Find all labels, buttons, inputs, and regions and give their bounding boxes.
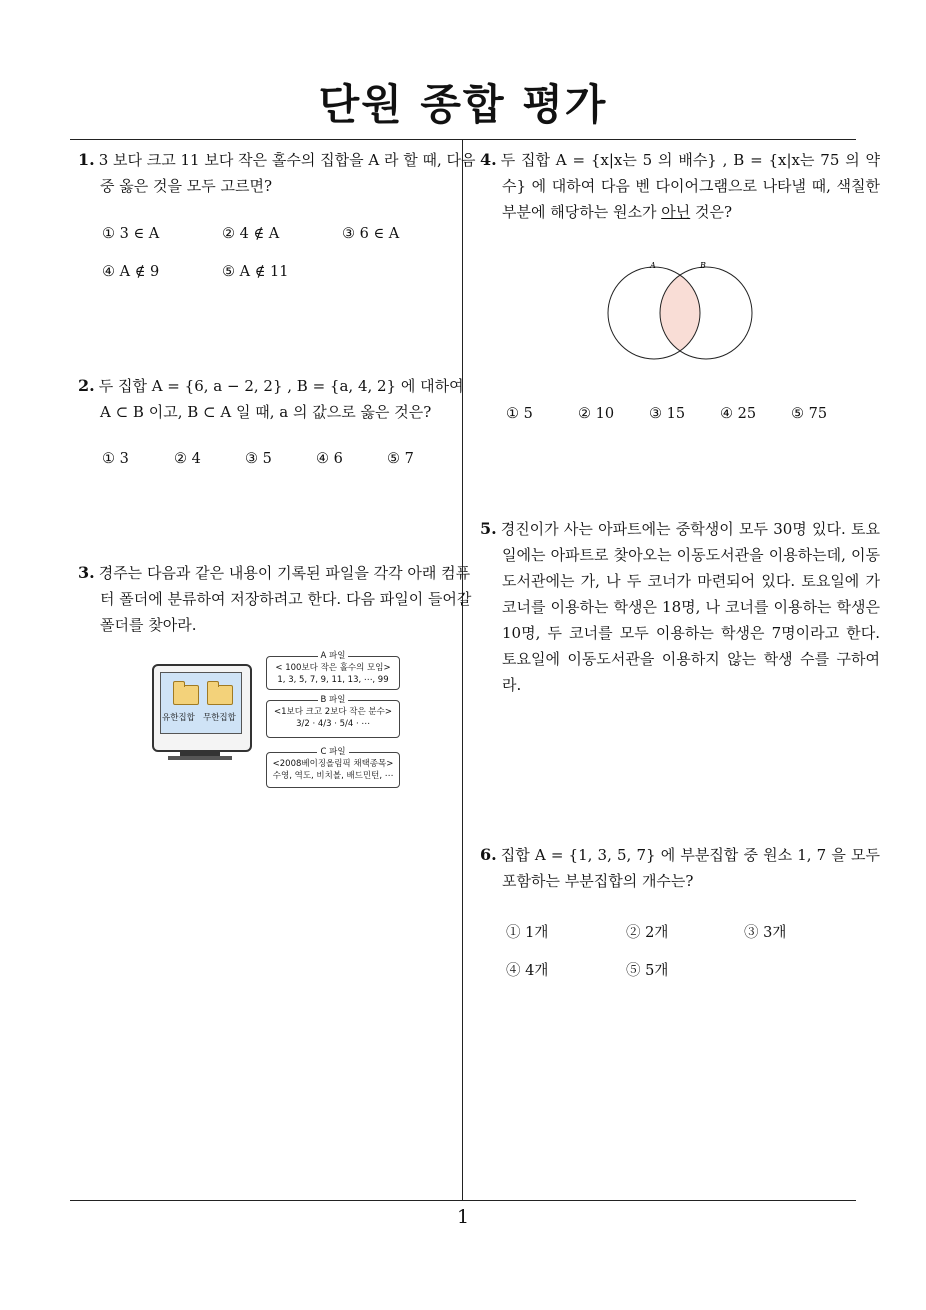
monitor-icon <box>152 664 252 752</box>
question-text: 경주는 다음과 같은 내용이 기록된 파일을 각각 아래 컴퓨터 폴더에 분류하여 저장하려고 한다. 다음 파일이 들어갈 폴더를 찾아라. <box>98 564 472 634</box>
file-line: 수영, 역도, 비치볼, 배드민턴, ⋯ <box>272 771 394 781</box>
option-1[interactable]: ① 3 ∈ A <box>102 226 160 242</box>
question-number: 4. <box>480 150 497 169</box>
header-rule <box>70 139 856 140</box>
file-line: <1보다 크고 2보다 작은 분수> <box>274 707 392 717</box>
file-card-a <box>266 651 400 690</box>
question-number: 6. <box>480 845 497 864</box>
folder-icon <box>207 685 233 705</box>
option-3[interactable]: ③ 5 <box>245 451 272 467</box>
file-line: < 100보다 작은 홀수의 모임> <box>275 663 391 673</box>
option-2[interactable]: ② 4 ∉ A <box>222 226 280 242</box>
file-line: 1, 3, 5, 7, 9, 11, 13, ⋯, 99 <box>277 675 389 685</box>
option-3[interactable]: ③ 15 <box>649 406 686 422</box>
question-number: 3. <box>78 563 95 582</box>
option-2[interactable]: ② 10 <box>578 406 615 422</box>
folder-icon <box>173 685 199 705</box>
option-5[interactable]: ⑤ 75 <box>791 406 828 422</box>
question-number: 5. <box>480 519 497 538</box>
file-name: B 파일 <box>318 695 349 705</box>
file-line: 3/2 · 4/3 · 5/4 · ⋯ <box>296 719 370 729</box>
question-1 <box>78 147 478 199</box>
file-name: A 파일 <box>318 651 349 661</box>
option-4[interactable]: ④ 4개 <box>506 963 549 979</box>
option-2[interactable]: ② 2개 <box>626 925 669 941</box>
file-name: C 파일 <box>317 747 348 757</box>
venn-label-b: B <box>700 261 706 270</box>
file-line: <2008베이징올림픽 채택종목> <box>272 759 394 769</box>
option-4[interactable]: ④ 6 <box>316 451 343 467</box>
question-2 <box>78 373 478 425</box>
option-1[interactable]: ① 5 <box>506 406 533 422</box>
file-card-c <box>266 747 400 788</box>
option-5[interactable]: ⑤ 5개 <box>626 963 669 979</box>
footer-rule <box>70 1200 856 1201</box>
question-4 <box>480 147 880 225</box>
page-number: 1 <box>456 1206 470 1228</box>
computer-folder-figure <box>150 650 410 790</box>
monitor-base <box>168 756 232 760</box>
question-text: 집합 A = {1, 3, 5, 7} 에 부분집합 중 원소 1, 7 을 모두 포함하는 부분집합의 개수는? <box>500 846 880 890</box>
venn-label-a: A <box>650 261 656 270</box>
question-text: 두 집합 A = {x|x는 5 의 배수} , B = {x|x는 75 의 약수} 에 대하여 다음 벤 다이어그램으로 나타낼 때, 색칠한 부분에 해당하는 원소가 <box>500 151 880 221</box>
option-3[interactable]: ③ 3개 <box>744 925 787 941</box>
monitor-screen <box>160 672 242 734</box>
question-5 <box>480 516 880 698</box>
question-6 <box>480 842 880 894</box>
option-1[interactable]: ① 3 <box>102 451 129 467</box>
question-text-end: 것은? <box>690 203 732 221</box>
question-text: 경진이가 사는 아파트에는 중학생이 모두 30명 있다. 토요일에는 아파트로 찾아오는 이동도서관을 이용하는데, 이동도서관에는 가, 나 두 코너가 마련되어 있다. 토요일에 가 코너를 이용하는 학생은 18명, 나 코너를 이용하는 학생은 10명, 두 코너를 모두 이용하는 학생은 7명이라고 한다. 토요일에 이동도서관을 이용하지 않는 학생 수를 구하여라. <box>500 520 880 694</box>
file-card-b <box>266 695 400 738</box>
question-text: 두 집합 A = {6, a − 2, 2} , B = {a, 4, 2} 에 대하여 A ⊂ B 이고, B ⊂ A 일 때, a 의 값으로 옳은 것은? <box>98 377 464 421</box>
option-3[interactable]: ③ 6 ∈ A <box>342 226 400 242</box>
column-divider <box>462 139 463 1200</box>
question-number: 1. <box>78 150 95 169</box>
underlined-word: 아닌 <box>661 203 691 221</box>
option-4[interactable]: ④ A ∉ 9 <box>102 264 160 280</box>
question-3 <box>78 560 478 638</box>
option-2[interactable]: ② 4 <box>174 451 201 467</box>
question-number: 2. <box>78 376 95 395</box>
option-4[interactable]: ④ 25 <box>720 406 757 422</box>
option-5[interactable]: ⑤ A ∉ 11 <box>222 264 289 280</box>
folder-label-infinite: 무한집합 <box>203 713 236 723</box>
question-text: 3 보다 크고 11 보다 작은 홀수의 집합을 A 라 할 때, 다음 중 옳은 것을 모두 고르면? <box>98 151 476 195</box>
option-5[interactable]: ⑤ 7 <box>387 451 414 467</box>
venn-diagram <box>600 255 760 365</box>
page-title: 단원 종합 평가 <box>318 80 608 129</box>
folder-label-finite: 유한집합 <box>162 713 195 723</box>
option-1[interactable]: ① 1개 <box>506 925 549 941</box>
